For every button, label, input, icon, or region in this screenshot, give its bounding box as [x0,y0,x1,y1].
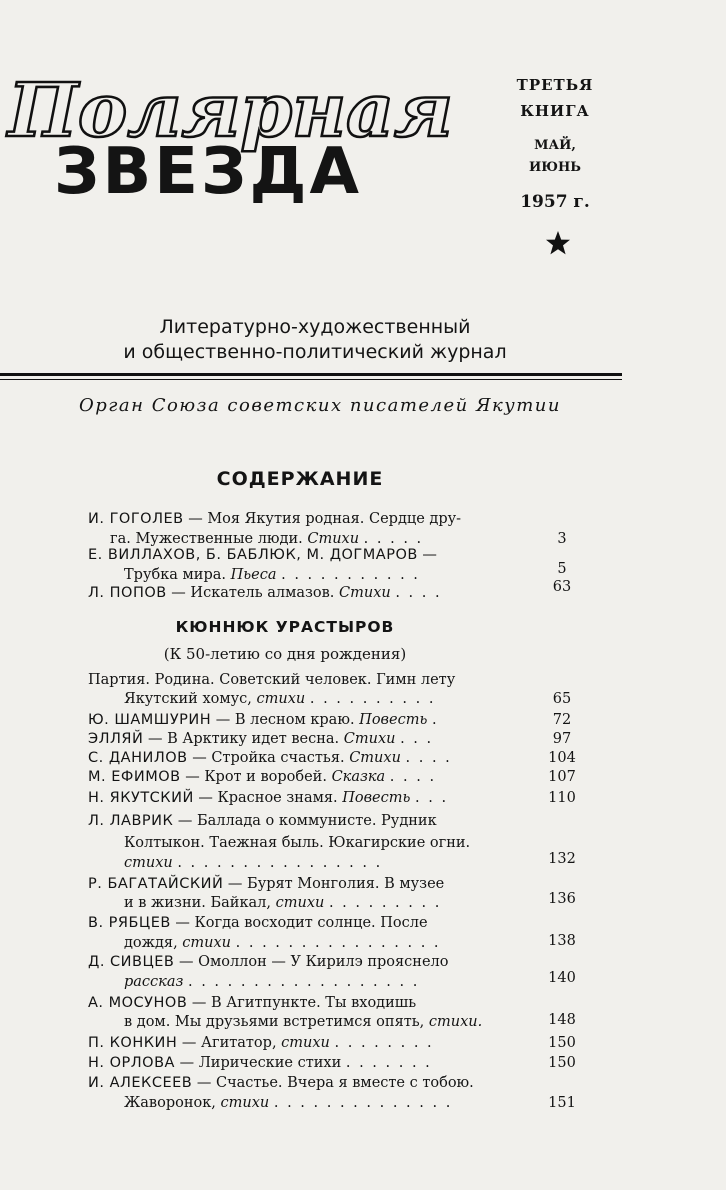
issue-month-june: ИЮНЬ [528,160,582,175]
entry-genre: Пьеса [230,567,277,583]
entry-author: Е. ВИЛЛАХОВ, Б. БАБЛЮК, М. ДОГМАРОВ [88,547,418,563]
entry-title: Лирические стихи [198,1055,342,1071]
entry-dash: — [143,731,168,747]
star-icon [545,230,571,256]
entry-author: Л. ПОПОВ [88,585,167,601]
leader-dots: . . . . [395,585,442,601]
entry-dash: — [177,1035,201,1051]
entry-title: Трубка мира. [124,567,231,583]
entry-dash: — [211,712,235,728]
divider-thick [0,373,622,376]
entry-title: Якутский хомус, [124,691,257,707]
entry-dash: — [180,769,205,785]
toc-entry [0,729,726,749]
entry-genre: стихи [220,1095,270,1111]
page-number: 5 [557,561,567,577]
toc-entry-continued [0,1012,726,1032]
leader-dots: . . . . . . . . . . . . . . . . [177,855,383,871]
entry-genre: Стихи [339,585,391,601]
toc-entry [0,874,726,894]
entry-title: Моя Якутия родная. Сердце дру- [207,511,462,527]
leader-dots: . . . . . . . . . . . . . . . . [235,935,441,951]
page-number: 97 [552,731,572,747]
entry-dash: — [192,1075,216,1091]
toc-entry-continued [0,689,726,709]
entry-title: Крот и воробей. [204,769,332,785]
entry-title: Агитатор, [201,1035,282,1051]
page-number: 151 [548,1095,576,1111]
entry-author: Р. БАГАТАЙСКИЙ [88,876,224,892]
entry-title: Счастье. Вчера я вместе с тобою. [215,1075,474,1091]
toc-entry-continued [0,972,726,992]
issue-number-line1: ТРЕТЬЯ [516,76,594,94]
page-number: 65 [552,691,572,707]
leader-dots: . . . . [389,769,437,785]
subtitle-line1: Литературно-художественный [159,316,471,338]
magazine-title-main: ЗВЕЗДА [54,135,362,209]
page-number: 150 [548,1055,576,1071]
toc-entry [0,509,726,529]
issue-number-line2: КНИГА [520,102,590,120]
entry-title: Омоллон — У Кирилэ прояснело [198,954,449,970]
entry-genre: Стихи [307,531,360,547]
entry-author: В. РЯБЦЕВ [88,915,171,931]
leader-dots: . [431,712,439,728]
entry-dash: — [417,547,437,563]
entry-title: В Арктику идет весна. [167,731,344,747]
entry-genre: стихи [281,1035,330,1051]
entry-author: С. ДАНИЛОВ [88,750,188,766]
entry-dash: — [187,750,212,766]
subtitle-line2: и общественно-политический журнал [123,341,507,363]
entry-genre: Повесть [342,790,411,806]
leader-dots: . . . . [405,750,452,766]
page-number: 136 [548,891,576,907]
page-number: 148 [548,1012,576,1028]
leader-dots: . . . . . . . . . . . . . . . . . . [188,974,420,990]
toc-entry [0,1073,726,1093]
entry-author: А. МОСУНОВ [88,995,188,1011]
entry-title: В лесном краю. [234,712,360,728]
toc-entry [0,1053,726,1073]
entry-title: Стройка счастья. [211,750,350,766]
entry-title: в дом. Мы друзьями встретимся опять, [124,1014,429,1030]
entry-title: Когда восходит солнце. После [194,915,428,931]
entry-genre: рассказ [124,974,184,990]
entry-author: Н. ЯКУТСКИЙ [88,790,194,806]
toc-entry [0,993,726,1013]
entry-title: Искатель алмазов. [190,585,340,601]
page-number: 132 [548,851,576,867]
entry-genre: Повесть [359,712,428,728]
entry-dash: — [183,511,208,527]
leader-dots: . . . . . . . [345,1055,432,1071]
entry-title: га. Мужественные люди. [110,531,308,547]
entry-title: Бурят Монголия. В музее [247,876,445,892]
entry-author: ЭЛЛЯЙ [88,731,144,747]
page-number: 150 [548,1035,576,1051]
entry-genre: Стихи [349,750,401,766]
entry-genre: стихи. [428,1014,483,1030]
leader-dots: . . . . . . . . [334,1035,434,1051]
page-number: 138 [548,933,576,949]
issue-year: 1957 г. [520,192,590,212]
issue-month-may: МАЙ, [534,138,576,153]
entry-genre: Сказка [331,769,386,785]
leader-dots: . . . . . . . . . . [309,691,436,707]
section-heading: КЮННЮК УРАСТЫРОВ [175,618,395,636]
entry-author: И. ГОГОЛЕВ [88,511,184,527]
leader-dots: . . . . . [363,531,424,547]
entry-genre: стихи [124,855,173,871]
divider-thin [0,379,622,380]
toc-entry [0,748,726,768]
entry-dash: — [174,954,199,970]
entry-dash: — [170,915,195,931]
toc-entry [0,952,726,972]
entry-dash: — [166,585,191,601]
page-number: 107 [548,769,576,785]
toc-entry-continued [0,933,726,953]
entry-title: В Агитпункте. Ты входишь [211,995,417,1011]
entry-author: Д. СИВЦЕВ [88,954,175,970]
page-number: 3 [557,531,567,547]
toc-entry-continued [0,833,726,853]
contents-heading: СОДЕРЖАНИЕ [216,468,384,490]
entry-author: Ю. ШАМШУРИН [88,712,212,728]
entry-title: и в жизни. Байкал, [124,895,276,911]
toc-entry [0,1033,726,1053]
toc-entry [0,710,726,730]
entry-title: Партия. Родина. Советский человек. Гимн лету [88,672,456,688]
toc-entry [0,579,726,603]
entry-author: М. ЕФИМОВ [88,769,181,785]
page-number: 104 [548,750,576,766]
page-number: 110 [548,790,576,806]
toc-entry-continued [0,1093,726,1113]
entry-author: Л. ЛАВРИК [88,813,174,829]
entry-dash: — [223,876,248,892]
entry-genre: стихи [182,935,232,951]
entry-title: Баллада о коммунисте. Рудник [197,813,437,829]
entry-dash: — [193,790,218,806]
leader-dots: . . . . . . . . . [328,895,442,911]
entry-title: Красное знамя. [217,790,343,806]
entry-dash: — [174,1055,199,1071]
toc-entry [0,788,726,808]
entry-author: Н. ОРЛОВА [88,1055,175,1071]
organ-statement: Орган Союза советских писателей Якутии [79,395,561,416]
toc-entry [0,545,726,565]
leader-dots: . . . . . . . . . . . [281,567,420,583]
page-number: 140 [548,970,576,986]
toc-entry [0,811,726,831]
toc-entry-continued [0,893,726,913]
toc-entry-continued [0,853,726,873]
entry-title: Колтыкон. Таежная быль. Юкагирские огни. [124,835,471,851]
toc-entry [0,767,726,787]
title-script-text: Полярная [8,68,453,154]
entry-dash: — [187,995,212,1011]
entry-dash: — [173,813,197,829]
entry-author: И. АЛЕКСЕЕВ [88,1075,193,1091]
toc-entry [0,913,726,933]
page-number: 63 [552,579,572,595]
entry-genre: стихи [275,895,325,911]
section-note: (К 50-летию со дня рождения) [163,645,407,663]
entry-genre: Стихи [343,731,396,747]
leader-dots: . . . . . . . . . . . . . . [273,1095,453,1111]
entry-genre: стихи [256,691,306,707]
toc-entry-continued [0,561,726,585]
entry-title: Жаворонок, [124,1095,221,1111]
entry-title: дождя, [124,935,183,951]
entry-author: П. КОНКИН [88,1035,178,1051]
page-number: 72 [552,712,572,728]
leader-dots: . . . [400,731,434,747]
toc-entry [0,670,726,690]
leader-dots: . . . [415,790,449,806]
